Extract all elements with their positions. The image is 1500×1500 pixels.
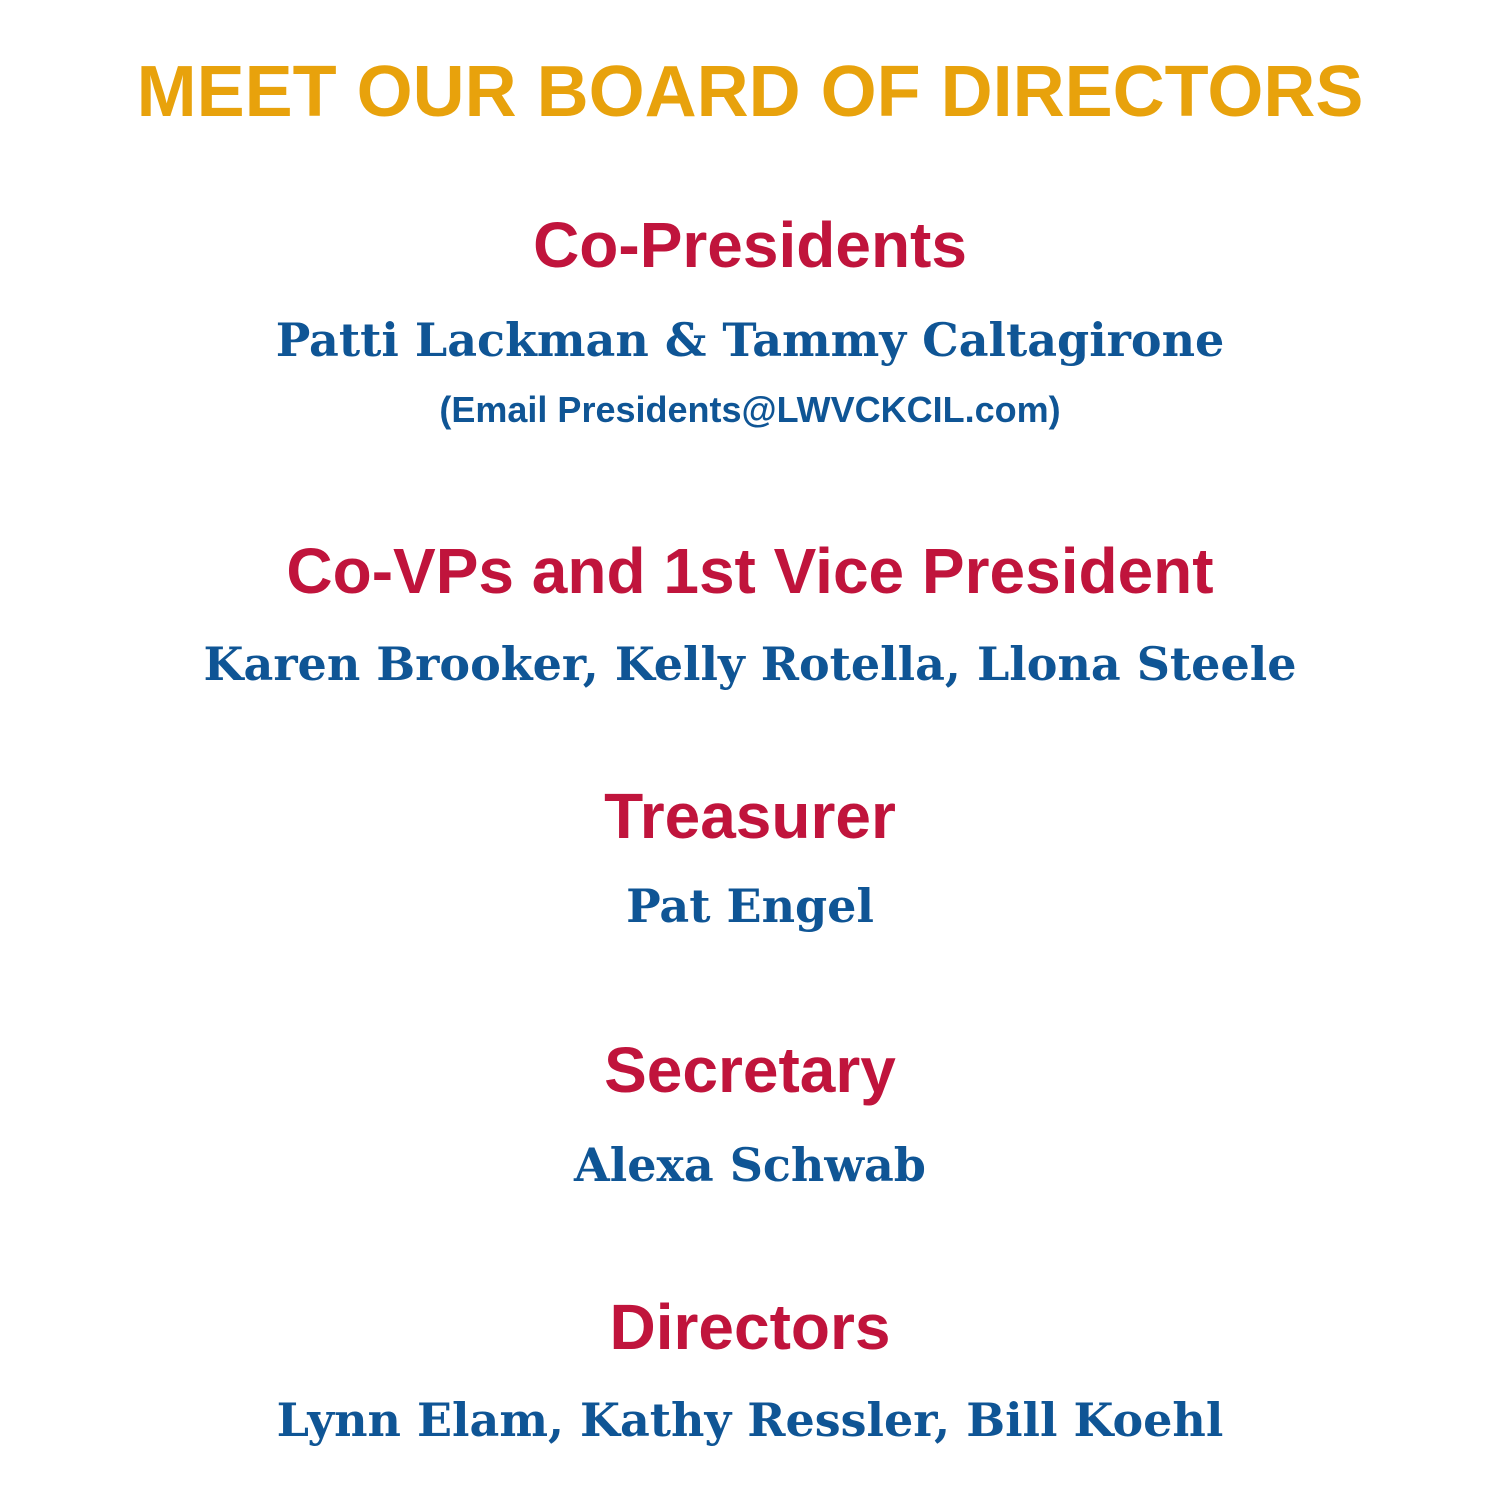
section-names-secretary: Alexa Schwab: [574, 1138, 926, 1192]
section-heading-co-vps: Co-VPs and 1st Vice President: [286, 535, 1214, 607]
section-names-co-presidents: Patti Lackman & Tammy Caltagirone: [275, 313, 1225, 367]
section-heading-co-presidents: Co-Presidents: [533, 209, 967, 281]
section-heading-treasurer: Treasurer: [604, 780, 896, 852]
co-presidents-email-note: (Email Presidents@LWVCKCIL.com): [439, 389, 1061, 430]
section-names-treasurer: Pat Engel: [626, 879, 874, 933]
section-heading-directors: Directors: [609, 1291, 891, 1363]
section-names-co-vps: Karen Brooker, Kelly Rotella, Llona Steele: [203, 637, 1297, 691]
page-title: MEET OUR BOARD OF DIRECTORS: [136, 52, 1364, 132]
section-heading-secretary: Secretary: [604, 1034, 896, 1106]
section-names-directors: Lynn Elam, Kathy Ressler, Bill Koehl: [276, 1393, 1224, 1447]
